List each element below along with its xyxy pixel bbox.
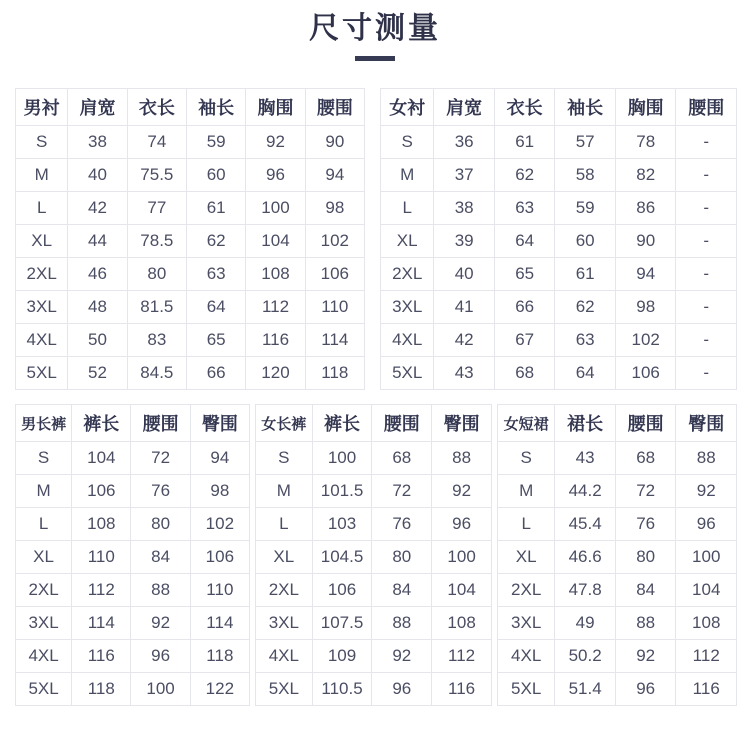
- table-row: [381, 126, 737, 159]
- value-cell: 92: [676, 475, 737, 508]
- value-cell: 96: [676, 508, 737, 541]
- page-header: [0, 0, 750, 61]
- table-row: [16, 126, 365, 159]
- table-row: [381, 225, 737, 258]
- value-cell: 96: [131, 640, 190, 673]
- value-cell: -: [676, 291, 737, 324]
- table-row: [498, 442, 737, 475]
- column-header-cell: 腰围: [372, 405, 432, 442]
- value-cell: -: [676, 357, 737, 390]
- value-cell: 68: [494, 357, 555, 390]
- column-header-cell: 裙长: [555, 405, 616, 442]
- table-row: [16, 442, 250, 475]
- size-label-cell: M: [498, 475, 555, 508]
- table-row: [16, 541, 250, 574]
- table-row: [381, 324, 737, 357]
- value-cell: 80: [372, 541, 432, 574]
- size-label-cell: 5XL: [256, 673, 313, 706]
- table-row: [16, 475, 250, 508]
- size-label-cell: 4XL: [16, 640, 72, 673]
- value-cell: 63: [187, 258, 246, 291]
- value-cell: 47.8: [555, 574, 616, 607]
- table-title-cell: 男衬: [16, 89, 68, 126]
- value-cell: 77: [127, 192, 186, 225]
- value-cell: 72: [372, 475, 432, 508]
- value-cell: 107.5: [312, 607, 372, 640]
- value-cell: 81.5: [127, 291, 186, 324]
- size-label-cell: 4XL: [381, 324, 434, 357]
- value-cell: 106: [305, 258, 364, 291]
- table-row: [498, 640, 737, 673]
- size-label-cell: 5XL: [498, 673, 555, 706]
- value-cell: 67: [494, 324, 555, 357]
- column-header-cell: 袖长: [187, 89, 246, 126]
- value-cell: 112: [246, 291, 305, 324]
- value-cell: 116: [676, 673, 737, 706]
- value-cell: 114: [190, 607, 249, 640]
- value-cell: 76: [615, 508, 676, 541]
- mens-pants-size-table: [15, 404, 250, 706]
- table-row: [16, 159, 365, 192]
- column-header-cell: 腰围: [676, 89, 737, 126]
- header-row: [16, 405, 250, 442]
- value-cell: 65: [187, 324, 246, 357]
- column-header-cell: 肩宽: [68, 89, 127, 126]
- value-cell: -: [676, 126, 737, 159]
- mens-shirt-size-table: [15, 88, 365, 390]
- value-cell: 100: [246, 192, 305, 225]
- value-cell: 114: [305, 324, 364, 357]
- column-header-cell: 袖长: [555, 89, 616, 126]
- value-cell: 40: [434, 258, 495, 291]
- column-header-cell: 腰围: [615, 405, 676, 442]
- value-cell: 74: [127, 126, 186, 159]
- value-cell: 61: [555, 258, 616, 291]
- size-label-cell: S: [16, 442, 72, 475]
- table-title-cell: 女长裤: [256, 405, 313, 442]
- table-row: [498, 541, 737, 574]
- size-label-cell: L: [256, 508, 313, 541]
- table-row: [256, 541, 492, 574]
- womens-shirt-size-table: [380, 88, 737, 390]
- size-label-cell: 2XL: [256, 574, 313, 607]
- size-label-cell: 5XL: [381, 357, 434, 390]
- size-label-cell: 4XL: [256, 640, 313, 673]
- value-cell: 49: [555, 607, 616, 640]
- table-row: [381, 159, 737, 192]
- value-cell: 96: [615, 673, 676, 706]
- table-row: [16, 574, 250, 607]
- table-row: [381, 291, 737, 324]
- value-cell: 75.5: [127, 159, 186, 192]
- value-cell: 108: [676, 607, 737, 640]
- size-label-cell: XL: [16, 541, 72, 574]
- value-cell: 118: [72, 673, 131, 706]
- womens-skirt-size-table: [497, 404, 737, 706]
- value-cell: 112: [72, 574, 131, 607]
- value-cell: 92: [615, 640, 676, 673]
- value-cell: 110: [72, 541, 131, 574]
- table-row: [16, 225, 365, 258]
- column-header-cell: 腰围: [131, 405, 190, 442]
- table-row: [16, 192, 365, 225]
- value-cell: 80: [615, 541, 676, 574]
- value-cell: 84: [372, 574, 432, 607]
- size-label-cell: 3XL: [381, 291, 434, 324]
- value-cell: 110.5: [312, 673, 372, 706]
- value-cell: 94: [615, 258, 676, 291]
- size-label-cell: 3XL: [16, 607, 72, 640]
- value-cell: 110: [190, 574, 249, 607]
- table-row: [16, 673, 250, 706]
- size-label-cell: 3XL: [16, 291, 68, 324]
- value-cell: 40: [68, 159, 127, 192]
- value-cell: 42: [434, 324, 495, 357]
- value-cell: 92: [246, 126, 305, 159]
- value-cell: 114: [72, 607, 131, 640]
- value-cell: 101.5: [312, 475, 372, 508]
- size-label-cell: M: [16, 475, 72, 508]
- value-cell: 116: [72, 640, 131, 673]
- value-cell: 104: [432, 574, 492, 607]
- table-row: [498, 508, 737, 541]
- value-cell: 102: [615, 324, 676, 357]
- table-row: [381, 258, 737, 291]
- value-cell: 82: [615, 159, 676, 192]
- value-cell: 83: [127, 324, 186, 357]
- value-cell: 88: [131, 574, 190, 607]
- title-underline: [355, 56, 395, 61]
- table-row: [256, 673, 492, 706]
- table-row: [498, 475, 737, 508]
- value-cell: 106: [615, 357, 676, 390]
- value-cell: 96: [246, 159, 305, 192]
- value-cell: 118: [190, 640, 249, 673]
- column-header-cell: 胸围: [615, 89, 676, 126]
- table-row: [256, 508, 492, 541]
- size-label-cell: S: [16, 126, 68, 159]
- table-title-cell: 女衬: [381, 89, 434, 126]
- value-cell: 43: [555, 442, 616, 475]
- value-cell: 64: [494, 225, 555, 258]
- size-label-cell: S: [498, 442, 555, 475]
- value-cell: -: [676, 225, 737, 258]
- size-label-cell: 2XL: [498, 574, 555, 607]
- size-label-cell: 3XL: [498, 607, 555, 640]
- value-cell: 103: [312, 508, 372, 541]
- column-header-cell: 胸围: [246, 89, 305, 126]
- table-row: [256, 574, 492, 607]
- value-cell: 100: [312, 442, 372, 475]
- value-cell: 100: [432, 541, 492, 574]
- value-cell: 62: [187, 225, 246, 258]
- value-cell: 42: [68, 192, 127, 225]
- value-cell: 106: [190, 541, 249, 574]
- value-cell: 46: [68, 258, 127, 291]
- table-row: [256, 607, 492, 640]
- value-cell: 78: [615, 126, 676, 159]
- value-cell: 65: [494, 258, 555, 291]
- table-row: [256, 640, 492, 673]
- value-cell: 102: [305, 225, 364, 258]
- size-label-cell: 4XL: [498, 640, 555, 673]
- value-cell: 96: [372, 673, 432, 706]
- value-cell: 104: [246, 225, 305, 258]
- value-cell: 60: [187, 159, 246, 192]
- value-cell: 61: [494, 126, 555, 159]
- table-row: [498, 574, 737, 607]
- value-cell: 106: [72, 475, 131, 508]
- value-cell: 64: [555, 357, 616, 390]
- size-label-cell: L: [16, 508, 72, 541]
- value-cell: 94: [305, 159, 364, 192]
- table-title-cell: 女短裙: [498, 405, 555, 442]
- header-row: [256, 405, 492, 442]
- value-cell: 43: [434, 357, 495, 390]
- value-cell: 116: [432, 673, 492, 706]
- size-label-cell: 2XL: [16, 574, 72, 607]
- value-cell: 102: [190, 508, 249, 541]
- column-header-cell: 臀围: [432, 405, 492, 442]
- value-cell: 62: [555, 291, 616, 324]
- value-cell: 38: [68, 126, 127, 159]
- value-cell: 100: [676, 541, 737, 574]
- table-row: [381, 357, 737, 390]
- value-cell: 63: [494, 192, 555, 225]
- header-row: [498, 405, 737, 442]
- value-cell: -: [676, 258, 737, 291]
- size-label-cell: 5XL: [16, 673, 72, 706]
- value-cell: 39: [434, 225, 495, 258]
- size-label-cell: XL: [381, 225, 434, 258]
- value-cell: 72: [615, 475, 676, 508]
- table-row: [381, 192, 737, 225]
- bottoms-tables-row: [15, 404, 737, 706]
- table-row: [16, 258, 365, 291]
- value-cell: 100: [131, 673, 190, 706]
- value-cell: 92: [131, 607, 190, 640]
- value-cell: 90: [615, 225, 676, 258]
- value-cell: 98: [190, 475, 249, 508]
- value-cell: 59: [555, 192, 616, 225]
- table-row: [16, 291, 365, 324]
- size-label-cell: XL: [16, 225, 68, 258]
- value-cell: 104.5: [312, 541, 372, 574]
- size-label-cell: M: [256, 475, 313, 508]
- value-cell: -: [676, 192, 737, 225]
- value-cell: 96: [432, 508, 492, 541]
- value-cell: 51.4: [555, 673, 616, 706]
- size-label-cell: M: [381, 159, 434, 192]
- table-row: [498, 673, 737, 706]
- size-label-cell: M: [16, 159, 68, 192]
- value-cell: 88: [372, 607, 432, 640]
- value-cell: 92: [372, 640, 432, 673]
- value-cell: 98: [305, 192, 364, 225]
- header-row: [381, 89, 737, 126]
- value-cell: 84: [615, 574, 676, 607]
- value-cell: 88: [676, 442, 737, 475]
- value-cell: 38: [434, 192, 495, 225]
- column-header-cell: 衣长: [127, 89, 186, 126]
- value-cell: 52: [68, 357, 127, 390]
- value-cell: 62: [494, 159, 555, 192]
- table-row: [256, 442, 492, 475]
- shirt-tables-row: [15, 88, 737, 390]
- size-label-cell: XL: [498, 541, 555, 574]
- value-cell: 68: [615, 442, 676, 475]
- table-row: [16, 640, 250, 673]
- value-cell: 63: [555, 324, 616, 357]
- value-cell: 61: [187, 192, 246, 225]
- value-cell: -: [676, 159, 737, 192]
- column-header-cell: 衣长: [494, 89, 555, 126]
- value-cell: 59: [187, 126, 246, 159]
- value-cell: 112: [432, 640, 492, 673]
- table-row: [16, 324, 365, 357]
- value-cell: 86: [615, 192, 676, 225]
- table-title-cell: 男长裤: [16, 405, 72, 442]
- column-header-cell: 臀围: [190, 405, 249, 442]
- column-header-cell: 肩宽: [434, 89, 495, 126]
- value-cell: 109: [312, 640, 372, 673]
- value-cell: 50.2: [555, 640, 616, 673]
- value-cell: 116: [246, 324, 305, 357]
- value-cell: 98: [615, 291, 676, 324]
- table-row: [256, 475, 492, 508]
- size-label-cell: 5XL: [16, 357, 68, 390]
- value-cell: 80: [127, 258, 186, 291]
- value-cell: 92: [432, 475, 492, 508]
- value-cell: 80: [131, 508, 190, 541]
- column-header-cell: 臀围: [676, 405, 737, 442]
- value-cell: 110: [305, 291, 364, 324]
- value-cell: 104: [72, 442, 131, 475]
- value-cell: 118: [305, 357, 364, 390]
- size-label-cell: XL: [256, 541, 313, 574]
- column-header-cell: 腰围: [305, 89, 364, 126]
- value-cell: 72: [131, 442, 190, 475]
- value-cell: 44.2: [555, 475, 616, 508]
- value-cell: 106: [312, 574, 372, 607]
- value-cell: 78.5: [127, 225, 186, 258]
- value-cell: 66: [187, 357, 246, 390]
- value-cell: 104: [676, 574, 737, 607]
- value-cell: 36: [434, 126, 495, 159]
- value-cell: 88: [615, 607, 676, 640]
- size-label-cell: 3XL: [256, 607, 313, 640]
- value-cell: 64: [187, 291, 246, 324]
- value-cell: 84.5: [127, 357, 186, 390]
- value-cell: 108: [432, 607, 492, 640]
- value-cell: 108: [246, 258, 305, 291]
- size-label-cell: L: [16, 192, 68, 225]
- value-cell: 108: [72, 508, 131, 541]
- header-row: [16, 89, 365, 126]
- table-row: [16, 607, 250, 640]
- size-label-cell: S: [381, 126, 434, 159]
- value-cell: 122: [190, 673, 249, 706]
- size-label-cell: 4XL: [16, 324, 68, 357]
- value-cell: -: [676, 324, 737, 357]
- value-cell: 50: [68, 324, 127, 357]
- value-cell: 94: [190, 442, 249, 475]
- value-cell: 112: [676, 640, 737, 673]
- womens-pants-size-table: [255, 404, 492, 706]
- size-label-cell: 2XL: [16, 258, 68, 291]
- value-cell: 41: [434, 291, 495, 324]
- value-cell: 68: [372, 442, 432, 475]
- size-label-cell: L: [381, 192, 434, 225]
- table-row: [498, 607, 737, 640]
- value-cell: 76: [372, 508, 432, 541]
- value-cell: 44: [68, 225, 127, 258]
- value-cell: 58: [555, 159, 616, 192]
- value-cell: 90: [305, 126, 364, 159]
- size-label-cell: 2XL: [381, 258, 434, 291]
- value-cell: 88: [432, 442, 492, 475]
- value-cell: 48: [68, 291, 127, 324]
- value-cell: 37: [434, 159, 495, 192]
- table-row: [16, 357, 365, 390]
- value-cell: 66: [494, 291, 555, 324]
- table-row: [16, 508, 250, 541]
- value-cell: 60: [555, 225, 616, 258]
- value-cell: 46.6: [555, 541, 616, 574]
- size-label-cell: L: [498, 508, 555, 541]
- column-header-cell: 裤长: [312, 405, 372, 442]
- value-cell: 57: [555, 126, 616, 159]
- value-cell: 84: [131, 541, 190, 574]
- value-cell: 45.4: [555, 508, 616, 541]
- value-cell: 76: [131, 475, 190, 508]
- value-cell: 120: [246, 357, 305, 390]
- page-title: 尺寸测量: [309, 12, 441, 45]
- column-header-cell: 裤长: [72, 405, 131, 442]
- size-label-cell: S: [256, 442, 313, 475]
